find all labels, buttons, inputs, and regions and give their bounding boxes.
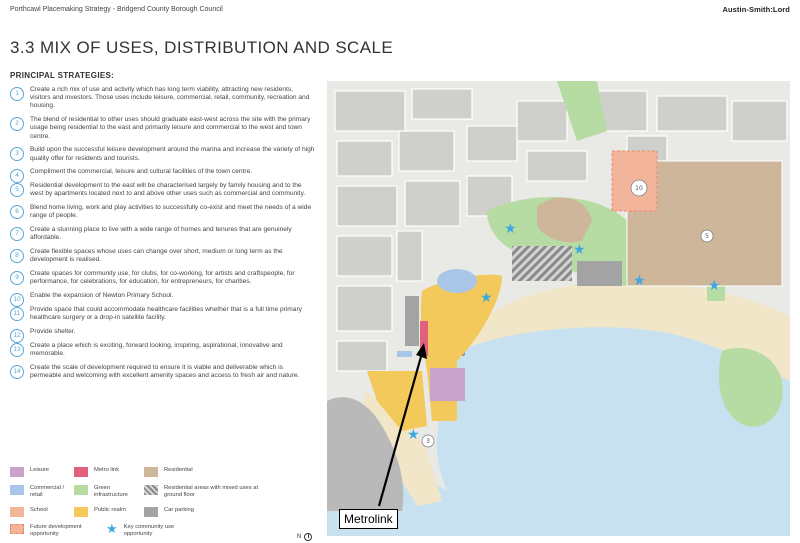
star-icon: ★ [480, 290, 493, 306]
leisure-pool [437, 269, 477, 293]
legend-item-public-realm [74, 507, 142, 517]
strategy-item [10, 270, 315, 286]
legend-label: Residential [164, 467, 193, 473]
legend-item-car-parking [144, 507, 212, 517]
strategy-item [10, 292, 315, 304]
area-marker-label: 10 [635, 185, 643, 192]
number-badge: 13 [10, 343, 24, 357]
area-marker-label: 3 [426, 438, 430, 445]
number-badge: 11 [10, 307, 24, 321]
number-badge: 1 [10, 87, 24, 101]
legend-swatch [144, 467, 158, 477]
strategy-text: Create spaces for community use, for clubs, for co-working, for artists and craftspeople, for performance, for celebrations, for education, for entrepreneurs, for charities. [30, 270, 295, 286]
legend-label: Leisure [30, 467, 50, 473]
north-label: N [297, 534, 302, 540]
strategy-text: Create the scale of development required to ensure it is viable and deliverable which is permeable and welcoming with excellent amenity spaces and access to fresh air and nature. [30, 363, 300, 379]
legend-swatch [10, 507, 24, 517]
brand-logo: Austin-Smith:Lord [722, 5, 790, 14]
north-arrow [297, 533, 312, 541]
strategy-text: Create a place which is exciting, forward looking, inspiring, aspirational, innovative and memorable. [30, 341, 283, 357]
legend-label: Green infrastructure [94, 485, 128, 498]
legend-swatch [74, 507, 88, 517]
strategy-item [10, 342, 315, 358]
legend-item-commercial [10, 485, 78, 498]
legend-swatch [144, 507, 158, 517]
legend-label: Metro link [94, 467, 120, 473]
strategy-text: Compliment the commercial, leisure and cultural facilities of the town centre. [30, 168, 253, 176]
legend-item-residential-mixed [144, 485, 264, 498]
strategy-text: Build upon the successful leisure development around the marina and increase the variety of high quality offer for residents and tourists. [30, 146, 315, 162]
number-badge: 2 [10, 117, 24, 131]
star-icon: ★ [504, 221, 517, 237]
strategy-item [10, 248, 315, 264]
strategy-item [10, 306, 315, 322]
legend-item-future-dev [10, 524, 92, 537]
number-badge: 10 [10, 293, 24, 307]
number-badge: 3 [10, 147, 24, 161]
legend-label: Commercial / retail [30, 485, 65, 498]
area-marker-label: 5 [705, 233, 709, 240]
car-parking [577, 261, 622, 286]
number-badge: 8 [10, 249, 24, 263]
map-legend [10, 464, 315, 542]
legend-item-metro-link [74, 467, 142, 477]
legend-label: Car parking [164, 507, 194, 513]
number-badge: 12 [10, 329, 24, 343]
car-parking [405, 296, 419, 346]
page-title: 3.3 MIX OF USES, DISTRIBUTION AND SCALE [10, 38, 394, 57]
strategy-item [10, 116, 315, 141]
legend-swatch [10, 467, 24, 477]
star-icon: ★ [708, 278, 721, 294]
metrolink-callout: Metrolink [339, 509, 398, 529]
legend-swatch [144, 485, 158, 495]
strategy-text: Blend home living, work and play activities to successfully co-exist and meet the needs of a wide range of people. [30, 204, 312, 220]
strategy-item [10, 226, 315, 242]
legend-swatch [74, 485, 88, 495]
star-icon: ★ [573, 242, 586, 258]
legend-item-key-community [106, 521, 194, 537]
strategy-item [10, 182, 315, 198]
legend-swatch [74, 467, 88, 477]
number-badge: 5 [10, 183, 24, 197]
site-map [327, 81, 790, 536]
strategy-text: Residential development to the east will be characterised largely by family housing and to the west by apartments located next to and above other uses such as commercial and community. [30, 182, 306, 198]
number-badge: 6 [10, 205, 24, 219]
legend-swatch [10, 524, 24, 534]
document-title: Porthcawl Placemaking Strategy - Bridgend County Borough Council [10, 6, 223, 13]
commercial-area [397, 351, 412, 357]
strategy-item [10, 86, 315, 111]
strategy-item [10, 364, 315, 380]
legend-item-green [74, 485, 142, 498]
strategy-text: Create a stunning place to live with a wide range of homes and tenures that are genuinely affordable. [30, 226, 292, 242]
star-icon: ★ [633, 273, 646, 289]
strategy-text: Create flexible spaces whose uses can change over short, medium or long term as the development is realised. [30, 248, 283, 264]
strategy-text: Create a rich mix of use and activity which has long term viability, attracting new residents, visitors and investors. Those uses include leisure, commercial, retail, community, recreation and housing. [30, 86, 310, 110]
legend-item-residential [144, 467, 212, 477]
legend-label: Key community use opportunity [123, 524, 175, 537]
legend-item-leisure [10, 467, 78, 477]
strategy-item [10, 146, 315, 162]
number-badge: 7 [10, 227, 24, 241]
legend-label: Public realm [94, 507, 126, 513]
strategy-item [10, 204, 315, 220]
mixed-residential [512, 246, 572, 281]
legend-swatch [10, 485, 24, 495]
star-icon: ★ [407, 427, 420, 443]
number-badge: 4 [10, 169, 24, 183]
strategy-list [10, 86, 315, 386]
strategy-text: Provide space that could accommodate healthcare facilities whether that is a full time primary healthcare surgery or a drop-in satellite facility. [30, 306, 302, 322]
strategy-text: The blend of residential to other uses should graduate east-west across the site with the primary usage being residential to the east and primarily leisure and commercial to the west and town centre. [30, 116, 311, 140]
strategy-text: Provide shelter. [30, 328, 76, 335]
star-icon: ★ [106, 521, 118, 536]
legend-label: School [30, 507, 48, 513]
principles-heading: PRINCIPAL STRATEGIES: [10, 71, 115, 80]
legend-label: Residential areas with mixed uses at ground floor [164, 485, 259, 498]
leisure-area [430, 368, 465, 401]
legend-item-school [10, 507, 78, 517]
legend-label: Future development opportunity [30, 524, 82, 537]
strategy-item [10, 328, 315, 339]
number-badge: 9 [10, 271, 24, 285]
number-badge: 14 [10, 365, 24, 379]
strategy-text: Enable the expansion of Newton Primary School. [30, 292, 174, 300]
strategy-item [10, 168, 315, 180]
compass-icon [304, 533, 312, 541]
